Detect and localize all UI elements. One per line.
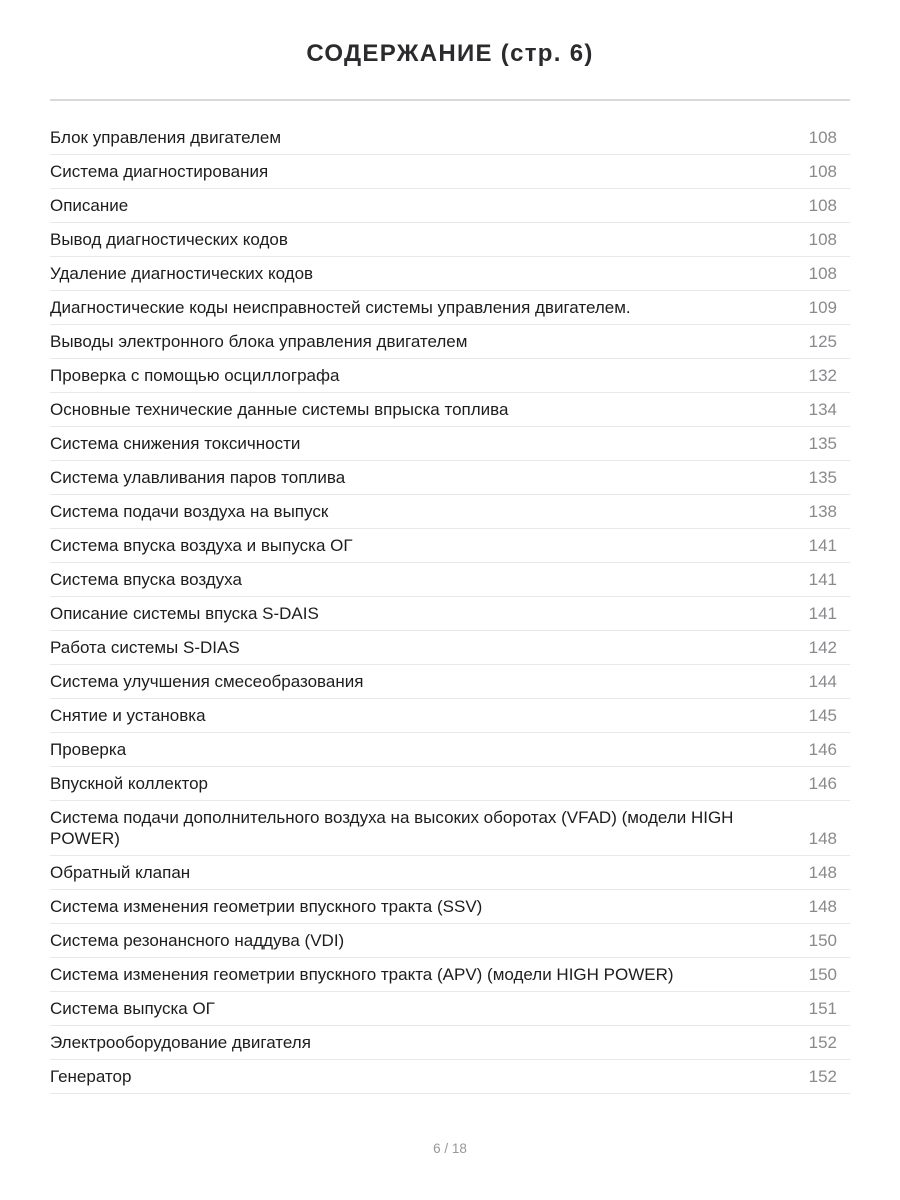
toc-entry-page-number: 141	[808, 604, 837, 623]
toc-entry-label: Система впуска воздуха	[50, 570, 242, 589]
toc-entry-label: Впускной коллектор	[50, 774, 208, 793]
toc-row[interactable]	[50, 257, 850, 291]
toc-entry-label: Описание	[50, 196, 129, 215]
toc-row[interactable]	[50, 393, 850, 427]
toc-entry-label: Работа системы S-DIAS	[50, 638, 240, 657]
toc-entry-page-number: 109	[808, 298, 837, 317]
toc-row[interactable]	[50, 121, 850, 155]
toc-row[interactable]	[50, 801, 850, 856]
toc-entry-page-number: 146	[808, 740, 837, 759]
toc-row[interactable]	[50, 958, 850, 992]
toc-entry-page-number: 148	[808, 829, 837, 848]
toc-row[interactable]	[50, 563, 850, 597]
toc-entry-label: Система впуска воздуха и выпуска ОГ	[50, 536, 353, 555]
toc-entry-label: Система улучшения смесеобразования	[50, 672, 364, 691]
toc-row[interactable]	[50, 189, 850, 223]
toc-entry-page-number: 141	[808, 570, 837, 589]
toc-entry-page-number: 108	[808, 264, 837, 283]
toc-row[interactable]	[50, 992, 850, 1026]
toc-entry-page-number: 146	[808, 774, 837, 793]
toc-row[interactable]	[50, 1060, 850, 1094]
toc-entry-label: Система изменения геометрии впускного тракта (APV) (модели HIGH POWER)	[50, 965, 674, 984]
toc-entry-label: Вывод диагностических кодов	[50, 230, 288, 249]
toc-entry-label: Система снижения токсичности	[50, 434, 301, 453]
toc-entry-page-number: 108	[808, 230, 837, 249]
toc-entry-page-number: 134	[808, 400, 837, 419]
toc-entry-page-number: 145	[808, 706, 837, 725]
toc-row[interactable]	[50, 1026, 850, 1060]
toc-row[interactable]	[50, 461, 850, 495]
toc-row[interactable]	[50, 767, 850, 801]
toc-row[interactable]	[50, 427, 850, 461]
toc-row[interactable]	[50, 223, 850, 257]
toc-row[interactable]	[50, 291, 850, 325]
toc-entry-label: Обратный клапан	[50, 863, 191, 882]
toc-entry-page-number: 135	[808, 468, 837, 487]
toc-entry-page-number: 144	[808, 672, 837, 691]
toc-row[interactable]	[50, 631, 850, 665]
toc-entry-label: Диагностические коды неисправностей системы управления двигателем.	[50, 298, 631, 317]
toc-entry-label: Система улавливания паров топлива	[50, 468, 346, 487]
toc-row[interactable]	[50, 890, 850, 924]
toc-row[interactable]	[50, 733, 850, 767]
toc-entry-label: Блок управления двигателем	[50, 128, 282, 147]
toc-entry-label: Система подачи дополнительного воздуха на высоких оборотах (VFAD) (модели HIGH POWER)	[50, 808, 734, 848]
toc-row[interactable]	[50, 529, 850, 563]
toc-entry-label: Электрооборудование двигателя	[50, 1033, 311, 1052]
toc-entry-page-number: 108	[808, 128, 837, 147]
toc-entry-page-number: 108	[808, 196, 837, 215]
toc-entry-page-number: 141	[808, 536, 837, 555]
toc-entry-page-number: 138	[808, 502, 837, 521]
toc-entry-page-number: 150	[808, 931, 837, 950]
toc-entry-label: Генератор	[50, 1067, 132, 1086]
toc-entry-label: Описание системы впуска S-DAIS	[50, 604, 319, 623]
toc-entry-page-number: 142	[808, 638, 837, 657]
toc-row[interactable]	[50, 495, 850, 529]
toc-entry-page-number: 151	[808, 999, 837, 1018]
toc-row[interactable]	[50, 924, 850, 958]
toc-entry-label: Снятие и установка	[50, 706, 206, 725]
toc-entry-label: Система выпуска ОГ	[50, 999, 215, 1018]
toc-entry-page-number: 148	[808, 863, 837, 882]
toc-entry-label: Основные технические данные системы впрыска топлива	[50, 400, 509, 419]
header-divider	[50, 99, 850, 101]
toc-entry-page-number: 150	[808, 965, 837, 984]
toc-row[interactable]	[50, 856, 850, 890]
toc-row[interactable]	[50, 597, 850, 631]
toc-entry-page-number: 135	[808, 434, 837, 453]
toc-entry-label: Система подачи воздуха на выпуск	[50, 502, 329, 521]
page-title: СОДЕРЖАНИЕ (стр. 6)	[306, 40, 594, 67]
toc-row[interactable]	[50, 359, 850, 393]
toc-list	[50, 121, 850, 1094]
toc-entry-page-number: 132	[808, 366, 837, 385]
toc-entry-label: Выводы электронного блока управления двигателем	[50, 332, 468, 351]
toc-entry-label: Система диагностирования	[50, 162, 269, 181]
toc-entry-page-number: 108	[808, 162, 837, 181]
toc-row[interactable]	[50, 155, 850, 189]
toc-entry-label: Система изменения геометрии впускного тракта (SSV)	[50, 897, 483, 916]
toc-entry-label: Проверка с помощью осциллографа	[50, 366, 340, 385]
toc-entry-page-number: 152	[808, 1033, 837, 1052]
toc-entry-label: Проверка	[50, 740, 127, 759]
toc-entry-page-number: 125	[808, 332, 837, 351]
toc-entry-label: Удаление диагностических кодов	[50, 264, 314, 283]
toc-entry-page-number: 152	[808, 1067, 837, 1086]
page-indicator: 6 / 18	[433, 1141, 467, 1156]
toc-entry-page-number: 148	[808, 897, 837, 916]
toc-row[interactable]	[50, 325, 850, 359]
toc-entry-label: Система резонансного наддува (VDI)	[50, 931, 345, 950]
toc-row[interactable]	[50, 699, 850, 733]
toc-row[interactable]	[50, 665, 850, 699]
